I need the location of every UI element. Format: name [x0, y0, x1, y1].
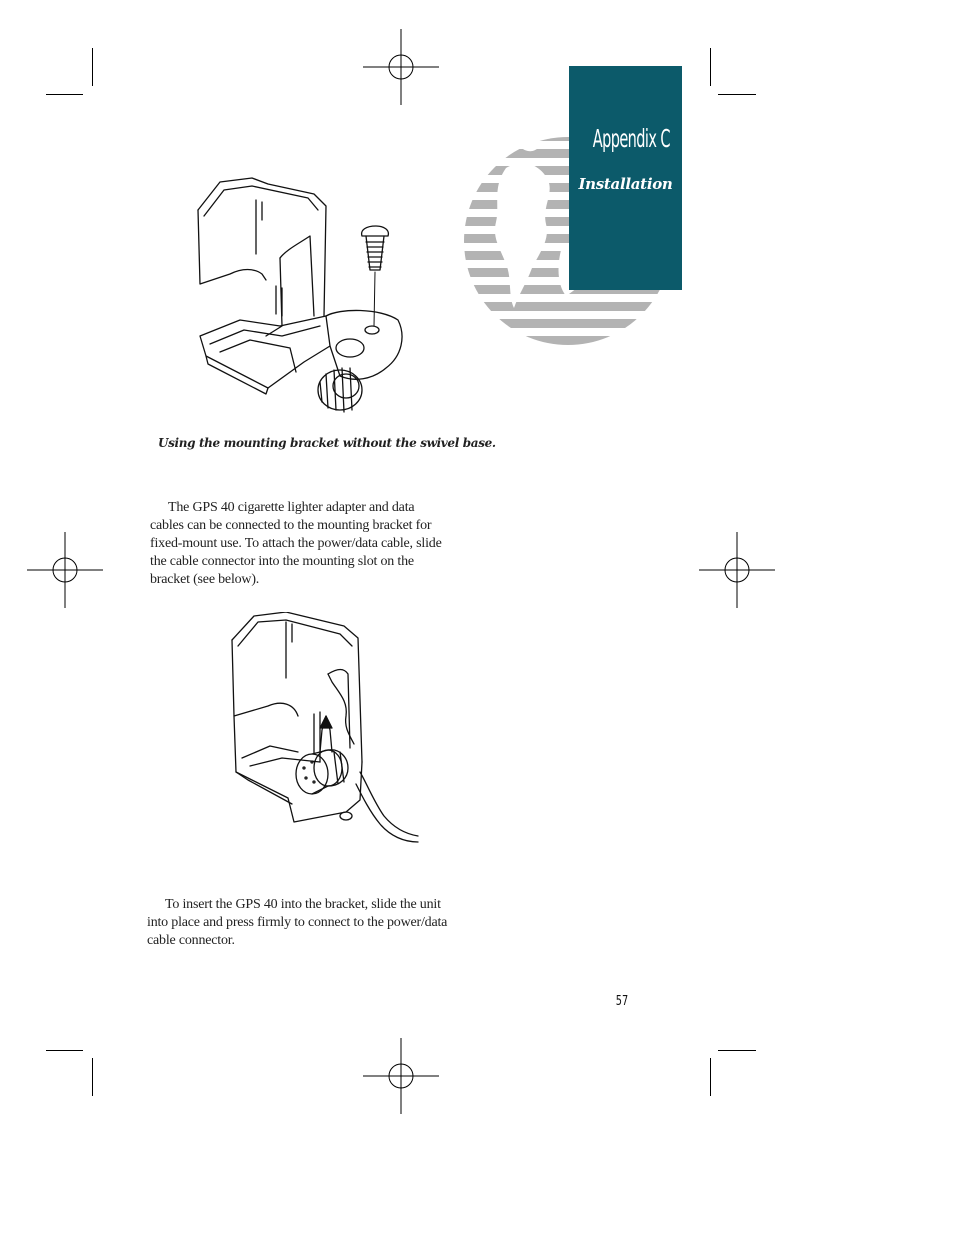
- figure-caption: Using the mounting bracket without the swivel base.: [158, 436, 496, 450]
- chapter-section: Installation: [578, 175, 673, 193]
- mounting-bracket-illustration: [190, 176, 412, 426]
- body-paragraph: To insert the GPS 40 into the bracket, slide the unit into place and press firmly to connect to the power/data cable connector.: [147, 897, 448, 948]
- crop-mark: [710, 1058, 711, 1096]
- crop-mark: [92, 1058, 93, 1096]
- page-number: 57: [615, 994, 629, 1009]
- crop-mark: [710, 48, 711, 86]
- body-paragraph: The GPS 40 cigarette lighter adapter and data cables can be connected to the mounting bracket for fixed-mount use. To attach the power/data cable, slide the cable connector into the mounting slot on the bracket (see below).: [150, 500, 442, 587]
- crop-mark: [92, 48, 93, 86]
- registration-mark: [363, 29, 439, 105]
- registration-mark: [27, 532, 103, 608]
- registration-mark: [363, 1038, 439, 1114]
- chapter-tab: [569, 66, 682, 290]
- bracket-cable-connector-illustration: [228, 612, 420, 844]
- crop-mark: [718, 94, 756, 95]
- registration-mark: [699, 532, 775, 608]
- crop-mark: [46, 1050, 83, 1051]
- chapter-title: Appendix C: [592, 124, 670, 153]
- crop-mark: [46, 94, 83, 95]
- crop-mark: [718, 1050, 756, 1051]
